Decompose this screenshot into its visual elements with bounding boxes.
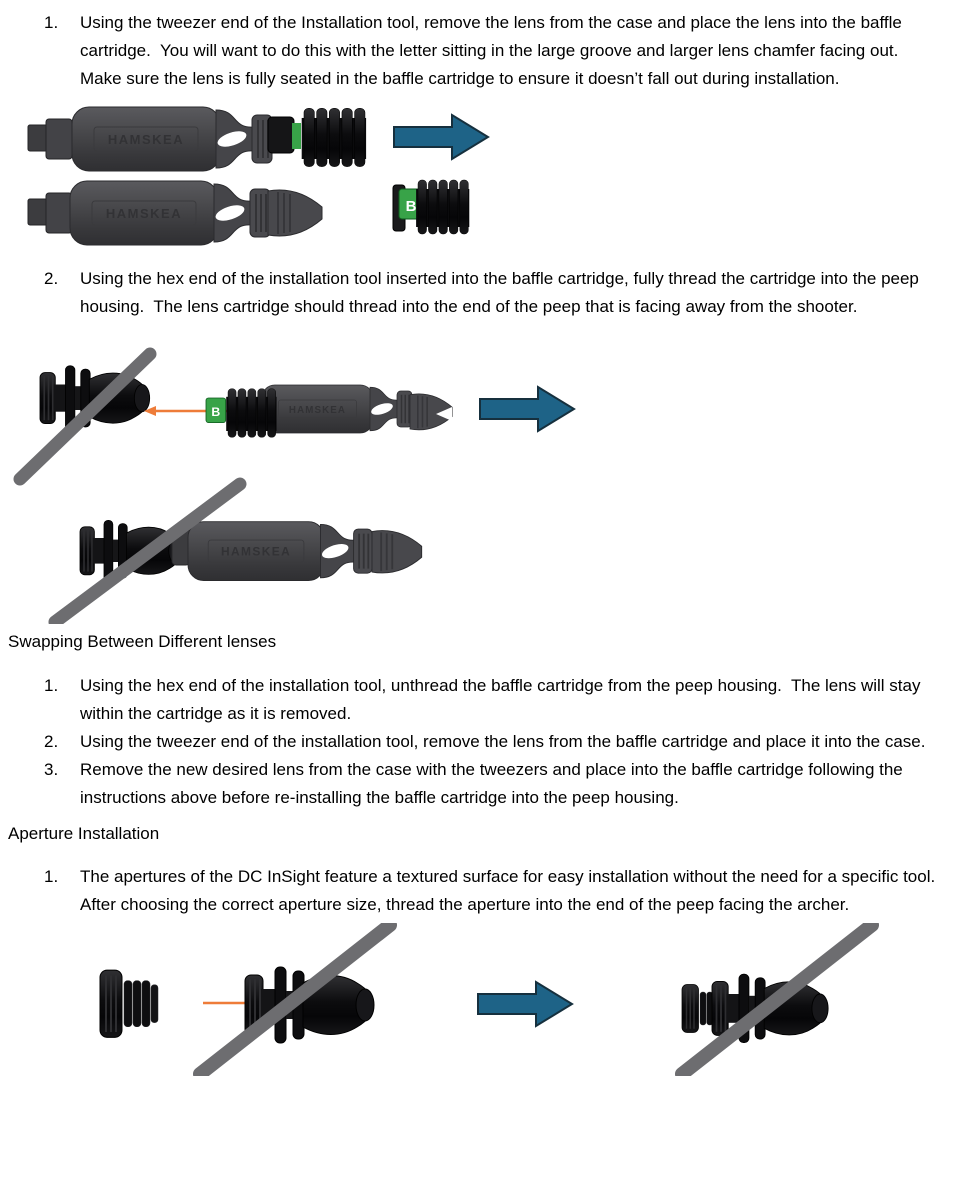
list-item-install-1 <box>44 9 966 93</box>
step-text: Using the tweezer end of the Installation tool, remove the lens from the case and place the lens into the baffle cartridge. You will want to do this with the letter sitting in the large groove and larger lens chamfer facing out. Make sure the lens is fully seated in the baffle cartridge to ensure it doesn’t fall out during installation. <box>80 13 908 88</box>
lens-green-sliver <box>292 123 301 149</box>
step-number: 2. <box>44 732 59 751</box>
right-arrow-icon <box>394 115 488 159</box>
list-item-swap-3 <box>44 756 966 812</box>
step-text: Using the hex end of the installation tool, unthread the baffle cartridge from the peep housing. The lens will stay within the cartridge as it is removed. <box>80 676 926 723</box>
step-text: Using the tweezer end of the installation tool, remove the lens from the baffle cartridge and place it into the case. <box>80 732 926 751</box>
peep-with-tool-installed <box>55 484 422 622</box>
section-heading-swapping: Swapping Between Different lenses <box>8 632 277 651</box>
installation-tool-with-cartridge <box>28 107 366 171</box>
step-number: 2. <box>44 269 59 288</box>
list-item-aperture-1 <box>44 863 966 919</box>
step-text: The apertures of the DC InSight feature a textured surface for easy installation without the need for a specific tool. After choosing the correct aperture size, thread the aperture into the end of the peep facing the archer. <box>80 867 944 914</box>
figure-lens-into-cartridge <box>0 97 966 252</box>
right-arrow-icon <box>480 387 574 431</box>
installation-tool <box>28 181 322 245</box>
step-text: Remove the new desired lens from the case with the tweezers and place into the baffle cartridge following the instructions above before re-installing the baffle cartridge into the peep housing. <box>80 760 908 807</box>
peep-on-string <box>200 925 390 1074</box>
step-text: Using the hex end of the installation tool inserted into the baffle cartridge, fully thread the cartridge into the peep housing. The lens cartridge should thread into the end of the peep that is facing away from the shooter. <box>80 269 924 316</box>
step-number: 1. <box>44 676 59 695</box>
figure-cartridge-into-peep <box>0 324 966 624</box>
step-number: 1. <box>44 867 59 886</box>
step-number: 3. <box>44 760 59 779</box>
list-item-swap-2 <box>44 728 966 756</box>
baffle-cartridge-with-lens <box>393 180 469 234</box>
list-item-install-2 <box>44 265 966 321</box>
peep-on-string <box>20 354 150 479</box>
installation-tool-with-cartridge <box>206 385 452 437</box>
step-number: 1. <box>44 13 59 32</box>
section-heading-aperture: Aperture Installation <box>8 824 160 843</box>
right-arrow-icon <box>478 982 572 1026</box>
peep-with-aperture <box>682 925 872 1074</box>
figure-aperture-install <box>0 923 966 1076</box>
aperture <box>100 970 158 1037</box>
list-item-swap-1 <box>44 672 966 728</box>
